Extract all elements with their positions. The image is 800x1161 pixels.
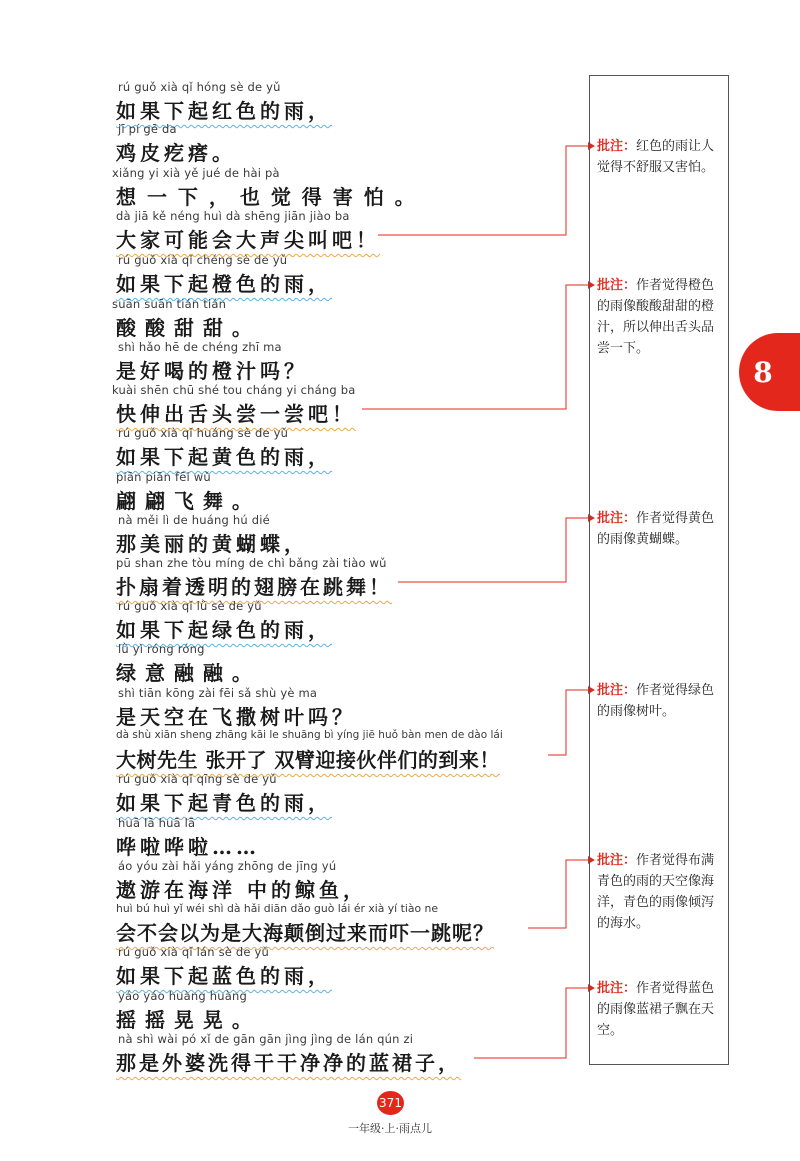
pinyin-line: rú guǒ xià qǐ hóng sè de yǔ bbox=[118, 80, 281, 94]
poem-line: 大家可能会大声尖叫吧！ bbox=[116, 228, 380, 252]
pinyin-line: kuài shēn chū shé tou cháng yi cháng ba bbox=[112, 383, 356, 397]
annotation-label: 批注： bbox=[597, 981, 637, 996]
annotation-note bbox=[597, 136, 725, 178]
pinyin-line: rú guǒ xià qǐ qīng sè de yǔ bbox=[118, 772, 277, 786]
annotation-label: 批注： bbox=[597, 139, 637, 154]
poem-line: 酸 酸 甜 甜 。 bbox=[116, 316, 253, 340]
annotation-text: 红色的雨让人觉得不舒服又害怕。 bbox=[597, 139, 715, 175]
poem-line: 大树先生 张开了 双臂迎接伙伴们的到来！ bbox=[116, 748, 500, 772]
poem-line: 如果下起橙色的雨， bbox=[116, 272, 332, 296]
poem-line: 鸡皮疙瘩。 bbox=[116, 141, 236, 165]
poem-line: 如果下起青色的雨， bbox=[116, 791, 332, 815]
pinyin-line: lǜ yì róng róng bbox=[118, 642, 205, 656]
poem-line: 如果下起红色的雨， bbox=[116, 99, 332, 123]
page-number: 371 bbox=[377, 1091, 404, 1115]
poem-line: 摇 摇 晃 晃 。 bbox=[116, 1008, 253, 1032]
pinyin-line: dà shù xiān sheng zhāng kāi le shuāng bì yíng jiē huǒ bàn men de dào lái bbox=[116, 729, 503, 741]
annotation-note bbox=[597, 275, 725, 359]
pinyin-line: rú guǒ xià qǐ lǜ sè de yǔ bbox=[118, 599, 262, 613]
annotation-label: 批注： bbox=[597, 853, 637, 868]
poem-line: 绿 意 融 融 。 bbox=[116, 661, 253, 685]
connector-line bbox=[474, 988, 590, 1058]
pinyin-line: shì tiān kōng zài fēi sǎ shù yè ma bbox=[118, 686, 318, 700]
pinyin-line: xiǎng yi xià yě jué de hài pà bbox=[112, 166, 280, 180]
poem-line: 如果下起黄色的雨， bbox=[116, 445, 332, 469]
annotation-label: 批注： bbox=[597, 278, 637, 293]
poem-line: 想 一 下 ， 也 觉 得 害 怕 。 bbox=[116, 185, 417, 209]
poem-line: 遨游在海洋 中的鲸鱼， bbox=[116, 878, 367, 902]
chapter-number: 8 bbox=[753, 355, 773, 389]
pinyin-line: yáo yáo huàng huàng bbox=[118, 989, 247, 1003]
poem-line: 是好喝的橙汁吗？ bbox=[116, 359, 308, 383]
poem-line: 扑扇着透明的翅膀在跳舞！ bbox=[116, 575, 392, 599]
poem-line: 那美丽的黄蝴蝶， bbox=[116, 532, 308, 556]
pinyin-line: huì bú huì yǐ wéi shì dà hǎi diān dǎo guò lái ér xià yí tiào ne bbox=[116, 902, 438, 915]
poem-line: 那是外婆洗得干干净净的蓝裙子， bbox=[116, 1051, 461, 1075]
poem-line: 是天空在飞撒树叶吗？ bbox=[116, 705, 356, 729]
pinyin-line: áo yóu zài hǎi yáng zhōng de jīng yú bbox=[118, 859, 337, 873]
poem-line: 翩 翩 飞 舞 。 bbox=[116, 489, 253, 513]
pinyin-line: shì hǎo hē de chéng zhī ma bbox=[118, 340, 282, 354]
connector-line bbox=[528, 860, 590, 928]
poem-line: 哗啦哗啦…… bbox=[116, 835, 260, 859]
connector-line bbox=[398, 518, 590, 582]
pinyin-line: jī pí gē da bbox=[118, 122, 177, 136]
annotation-text: 作者觉得布满青色的雨的天空像海洋，青色的雨像倾泻的海水。 bbox=[597, 853, 715, 931]
annotation-text: 作者觉得橙色的雨像酸酸甜甜的橙汁，所以伸出舌头品尝一下。 bbox=[597, 278, 715, 356]
annotation-note bbox=[597, 680, 725, 722]
connector-line bbox=[362, 285, 590, 409]
annotation-text: 作者觉得蓝色的雨像蓝裙子飘在天空。 bbox=[597, 981, 715, 1038]
annotation-note bbox=[597, 508, 725, 550]
pinyin-line: piān piān fēi wǔ bbox=[116, 470, 211, 484]
pinyin-line: dà jiā kě néng huì dà shēng jiān jiào ba bbox=[116, 209, 350, 223]
poem-line: 快伸出舌头尝一尝吧！ bbox=[116, 402, 356, 426]
annotation-note bbox=[597, 978, 725, 1041]
pinyin-line: suān suān tián tián bbox=[112, 297, 227, 311]
poem-line: 如果下起蓝色的雨， bbox=[116, 964, 332, 988]
annotation-label: 批注： bbox=[597, 683, 637, 698]
pinyin-line: huā lā huā lā bbox=[118, 816, 196, 830]
annotation-label: 批注： bbox=[597, 511, 637, 526]
annotation-text: 作者觉得绿色的雨像树叶。 bbox=[597, 683, 715, 719]
annotation-text: 作者觉得黄色的雨像黄蝴蝶。 bbox=[597, 511, 715, 547]
pinyin-line: nà měi lì de huáng hú dié bbox=[118, 513, 270, 527]
poem-line: 如果下起绿色的雨， bbox=[116, 618, 332, 642]
pinyin-line: rú guǒ xià qǐ chéng sè de yǔ bbox=[118, 253, 288, 267]
pinyin-line: rú guǒ xià qǐ huáng sè de yǔ bbox=[118, 426, 289, 440]
chapter-tab bbox=[739, 333, 800, 411]
poem-line: 会不会以为是大海颠倒过来而吓一跳呢？ bbox=[116, 921, 494, 945]
pinyin-line: nà shì wài pó xǐ de gān gān jìng jìng de lán qún zi bbox=[118, 1032, 414, 1046]
pinyin-line: rú guǒ xià qǐ lán sè de yǔ bbox=[118, 945, 270, 959]
connector-line bbox=[548, 690, 590, 755]
annotation-note bbox=[597, 850, 725, 934]
pinyin-line: pū shan zhe tòu míng de chì bǎng zài tiào wǔ bbox=[116, 556, 387, 570]
footer-text: 一年级·上·雨点儿 bbox=[348, 1122, 432, 1135]
